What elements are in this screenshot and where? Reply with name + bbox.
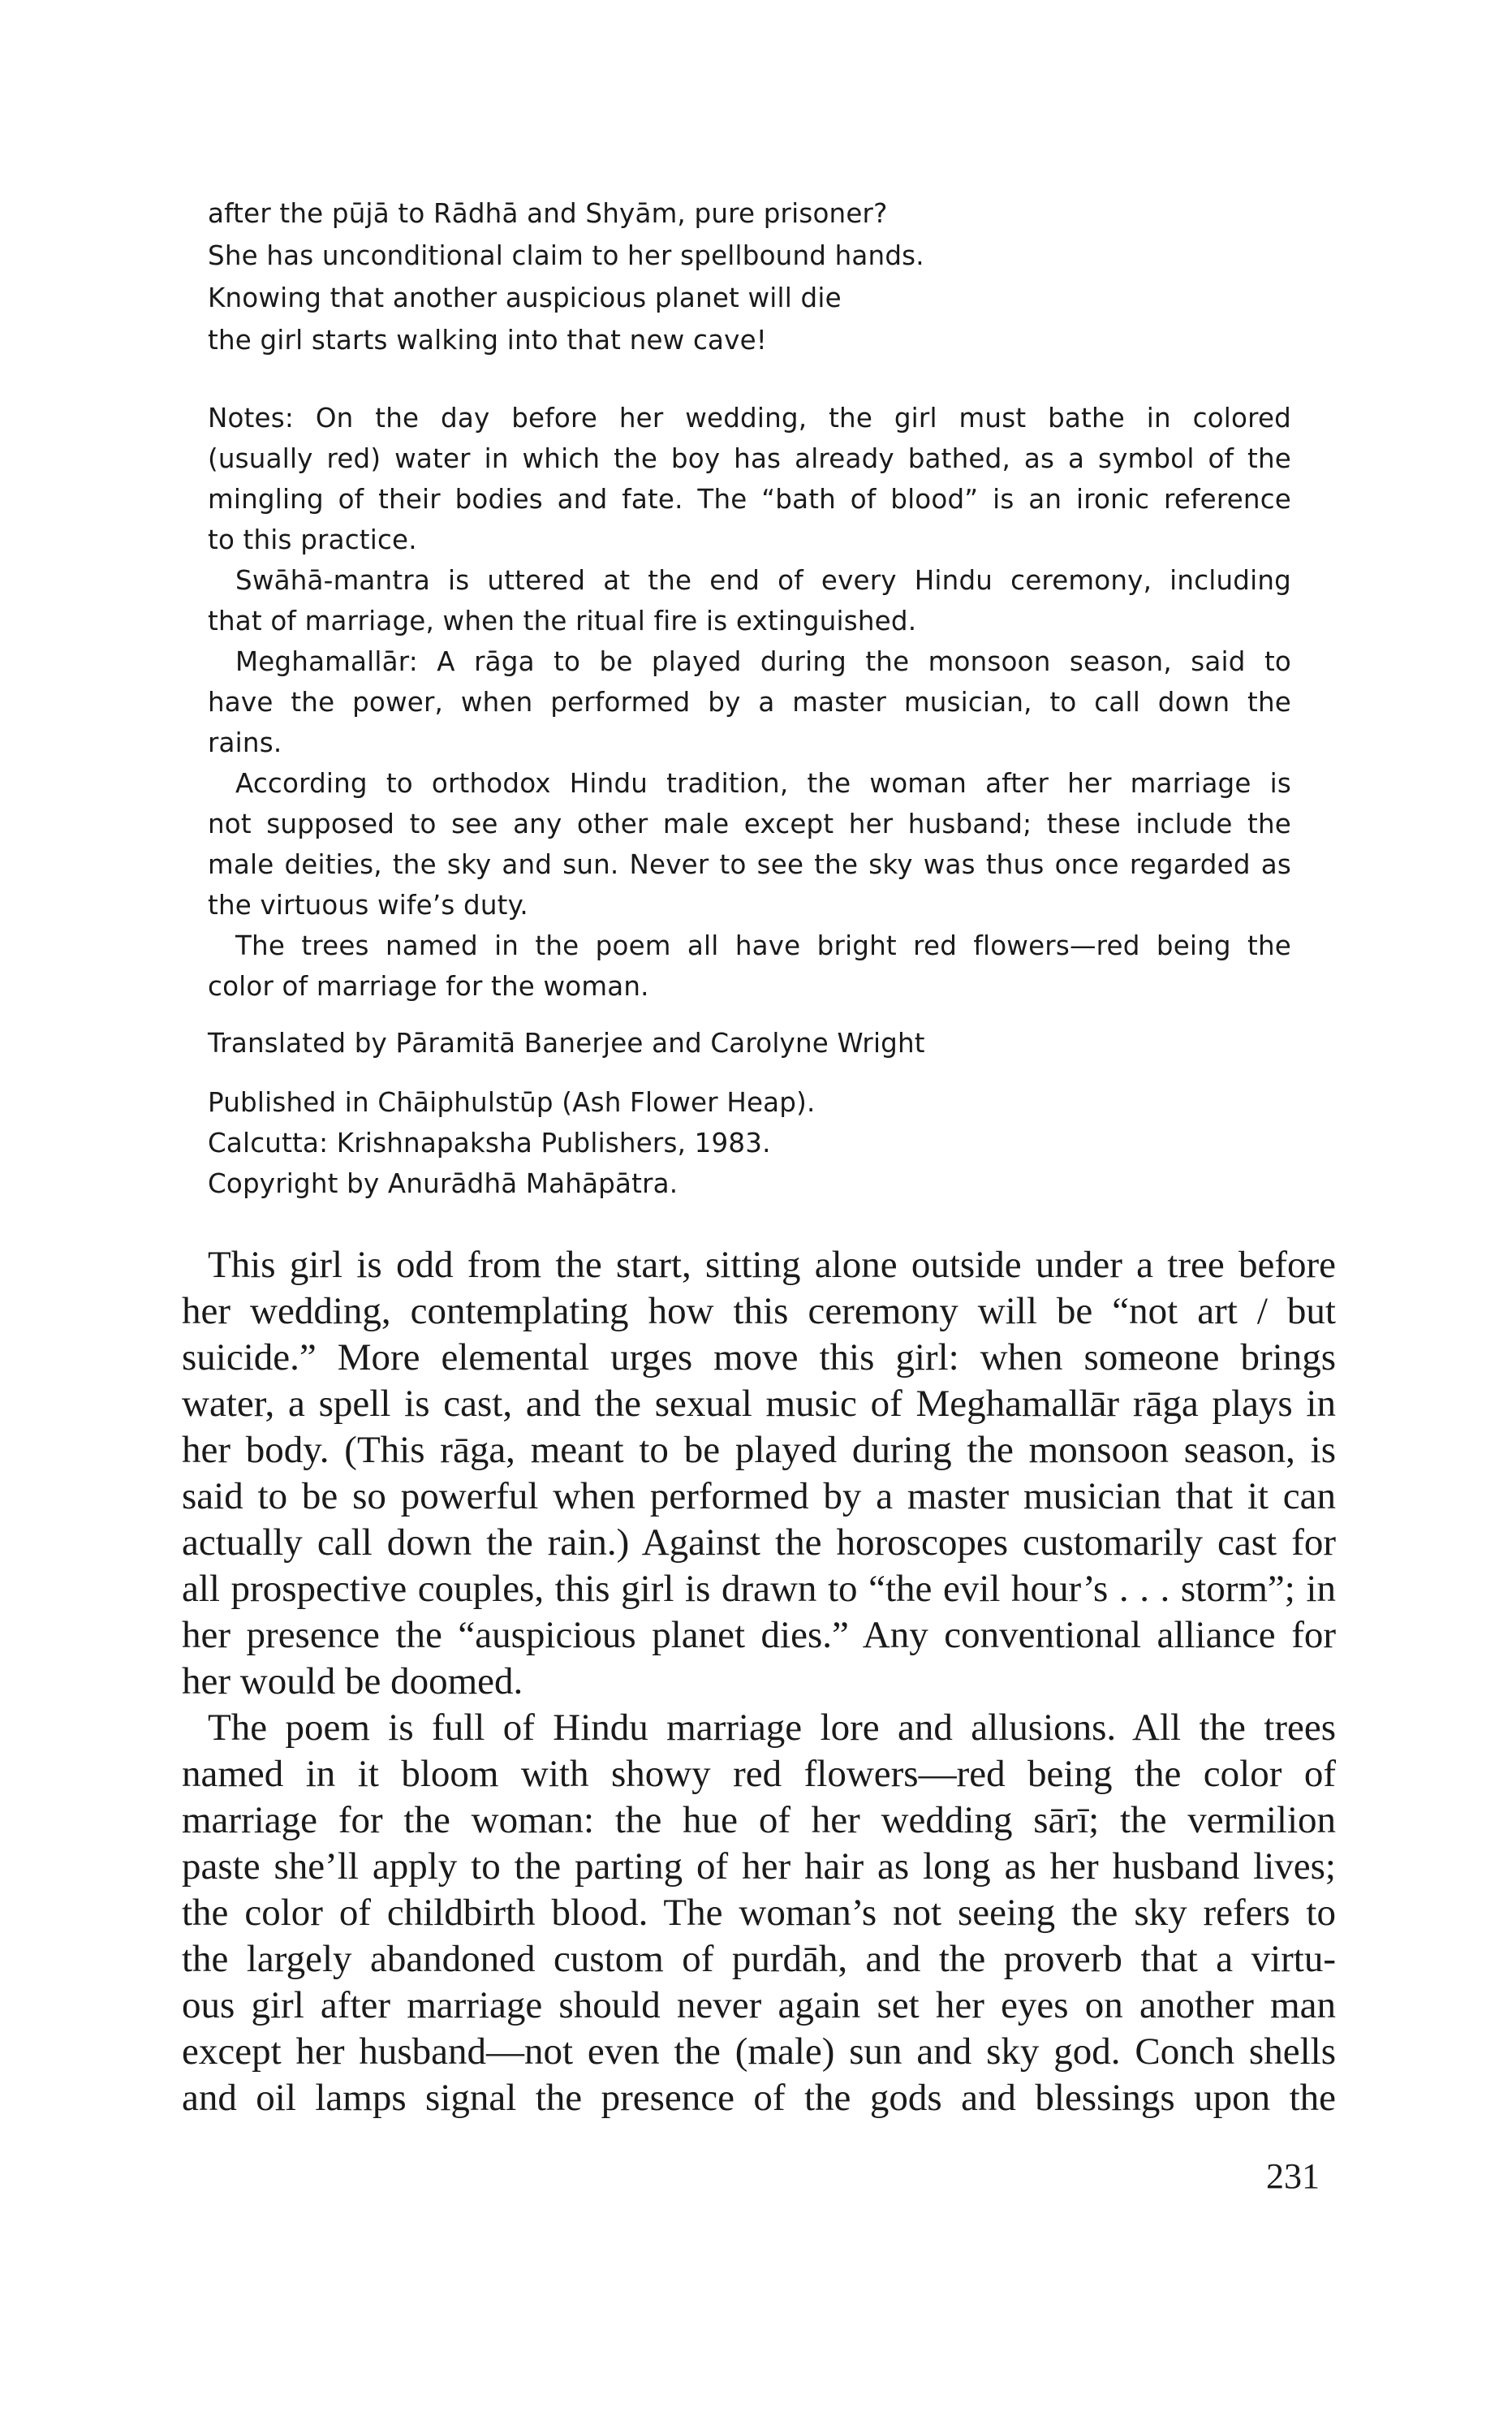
poem-line: the girl starts walking into that new cave! (208, 325, 768, 356)
commentary-line: water, a spell is cast, and the sexual music of Meghamallār rāga plays in (182, 1383, 1336, 1425)
publication-line: Calcutta: Krishnapaksha Publishers, 1983. (208, 1128, 771, 1159)
commentary-line: marriage for the woman: the hue of her wedding sārī; the vermilion (182, 1799, 1336, 1841)
poem-line: Knowing that another auspicious planet will die (208, 283, 842, 313)
commentary-line: and oil lamps signal the presence of the gods and blessings upon the (182, 2077, 1336, 2119)
note-line: the virtuous wife’s duty. (208, 890, 528, 921)
poem-line: after the pūjā to Rādhā and Shyām, pure prisoner? (208, 198, 888, 229)
note-line: have the power, when performed by a master musician, to call down the (208, 687, 1291, 718)
copyright-line: Copyright by Anurādhā Mahāpātra. (208, 1168, 678, 1199)
commentary-line: said to be so powerful when performed by a master musician that it can (182, 1475, 1336, 1517)
commentary-line: all prospective couples, this girl is drawn to “the evil hour’s . . . storm”; in (182, 1568, 1336, 1610)
commentary-line: except her husband—not even the (male) sun and sky god. Conch shells (182, 2030, 1336, 2073)
note-line: According to orthodox Hindu tradition, the woman after her marriage is (235, 768, 1291, 799)
commentary-line: This girl is odd from the start, sitting alone outside under a tree before (208, 1244, 1336, 1286)
note-line: Swāhā-mantra is uttered at the end of every Hindu ceremony, including (235, 565, 1291, 596)
note-line: rains. (208, 727, 282, 758)
note-line: Meghamallār: A rāga to be played during the monsoon season, said to (235, 646, 1291, 677)
commentary-line: her presence the “auspicious planet dies.” Any conventional alliance for (182, 1614, 1336, 1656)
note-line: to this practice. (208, 524, 417, 555)
commentary-line: the color of childbirth blood. The woman’s not seeing the sky refers to (182, 1892, 1336, 1934)
commentary-line: her wedding, contemplating how this ceremony will be “not art / but (182, 1290, 1336, 1332)
commentary-line: suicide.” More elemental urges move this girl: when someone brings (182, 1336, 1336, 1379)
page-number: 231 (1266, 2156, 1320, 2196)
note-line: that of marriage, when the ritual fire is extinguished. (208, 606, 917, 636)
note-line: (usually red) water in which the boy has already bathed, as a symbol of the (208, 443, 1291, 474)
note-line: color of marriage for the woman. (208, 971, 649, 1002)
commentary-line: actually call down the rain.) Against the horoscopes customarily cast for (182, 1521, 1336, 1564)
commentary-line: named in it bloom with showy red flowers—red being the color of (182, 1753, 1336, 1795)
note-line: male deities, the sky and sun. Never to see the sky was thus once regarded as (208, 849, 1291, 880)
note-line: The trees named in the poem all have bright red flowers—red being the (235, 930, 1291, 961)
commentary-line: the largely abandoned custom of purdāh, and the proverb that a virtu- (182, 1938, 1336, 1980)
commentary-line: her would be doomed. (182, 1660, 523, 1702)
publication-line: Published in Chāiphulstūp (Ash Flower Heap). (208, 1087, 816, 1118)
commentary-line: The poem is full of Hindu marriage lore and allusions. All the trees (208, 1707, 1336, 1749)
commentary-line: ous girl after marriage should never again set her eyes on another man (182, 1984, 1336, 2026)
note-line: Notes: On the day before her wedding, the girl must bathe in colored (208, 403, 1291, 434)
commentary-line: her body. (This rāga, meant to be played during the monsoon season, is (182, 1429, 1336, 1471)
note-line: mingling of their bodies and fate. The “bath of blood” is an ironic reference (208, 484, 1291, 515)
note-line: not supposed to see any other male except her husband; these include the (208, 809, 1291, 839)
commentary-line: paste she’ll apply to the parting of her hair as long as her husband lives; (182, 1845, 1336, 1888)
translator-credit: Translated by Pāramitā Banerjee and Carolyne Wright (208, 1028, 925, 1059)
poem-line: She has unconditional claim to her spellbound hands. (208, 240, 924, 271)
